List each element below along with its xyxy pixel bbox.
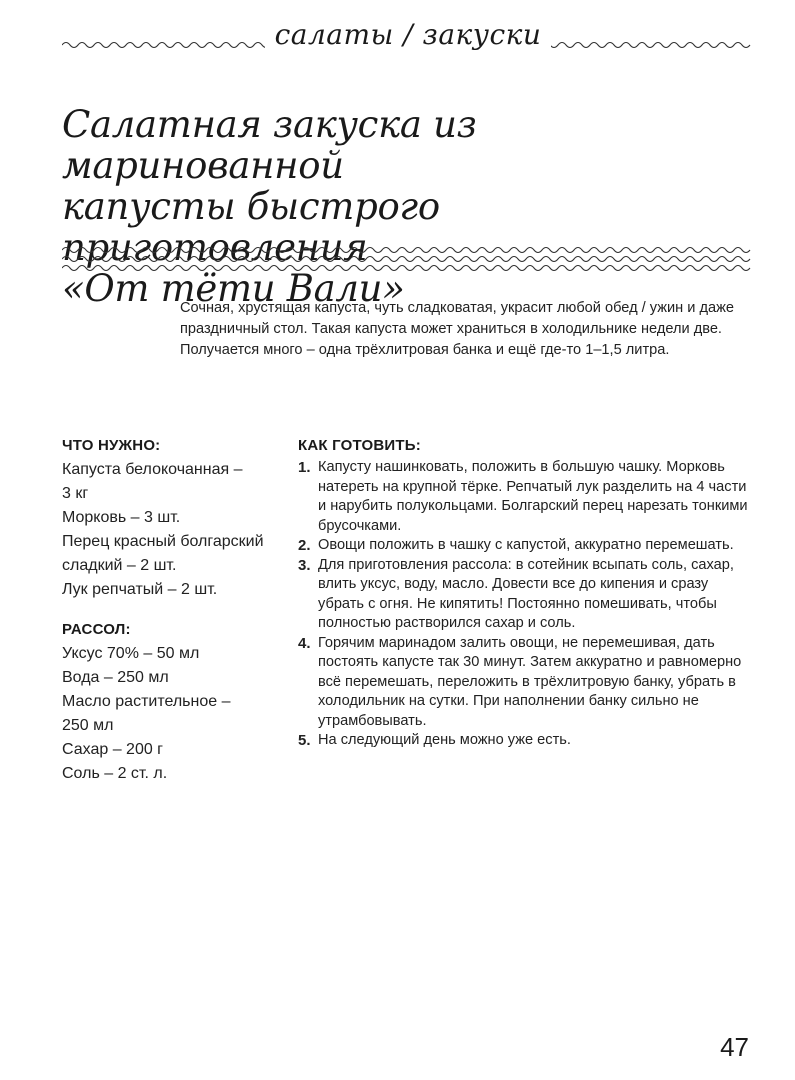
step-text: Горячим маринадом залить овощи, не перемешивая, дать постоять капусте так 30 минут. Затем аккуратно и равномерно всё перемешать, переложить в трёхлитровую банку, убрать в холодильник на сутки. При наполнении банку сильно не утрамбовывать. [318, 634, 742, 729]
list-item: 250 мл [62, 717, 114, 734]
list-item: 3 кг [62, 485, 89, 502]
list-item: Капуста белокочанная – [62, 461, 243, 478]
step-item [298, 634, 750, 732]
brine-heading: РАССОЛ: [62, 621, 131, 638]
step-number: 4. [298, 634, 311, 652]
brine-list [62, 642, 282, 786]
recipe-intro: Сочная, хрустящая капуста, чуть сладковатая, украсит любой обед / ужин и даже праздничный стол. Такая капуста может храниться в холодильнике недели две. Получается много – одна трёхлитровая банка и ещё где-то 1–1,5 литра. [180, 300, 734, 358]
list-item: Лук репчатый – 2 шт. [62, 581, 218, 598]
list-item: Соль – 2 ст. л. [62, 765, 168, 782]
page-number: 47 [720, 1032, 749, 1062]
step-number: 1. [298, 459, 311, 476]
recipe-title [62, 104, 752, 309]
instructions-heading: КАК ГОТОВИТЬ: [298, 437, 421, 454]
step-text: Для приготовления рассола: в сотейник всыпать соль, сахар, влить уксус, воду, масло. Довести все до кипения и сразу убрать с огня. Не кипятить! Постоянно помешивать, чтобы полностью растворился сахар и соль. [318, 556, 734, 631]
step-text: Капусту нашинковать, положить в большую чашку. Морковь натереть на крупной тёрке. Репчатый лук разделить на 4 части и нарубить полукольцами. Болгарский перец нарезать тонкими брусочками. [318, 459, 748, 534]
step-item [298, 536, 750, 556]
ingredients-column [62, 436, 282, 786]
step-text: На следующий день можно уже есть. [318, 732, 571, 748]
step-number: 2. [298, 537, 311, 554]
step-item [298, 556, 750, 634]
list-item: Перец красный болгарский [62, 533, 264, 550]
instructions-steps [298, 458, 750, 751]
section-title: салаты / закуски [62, 18, 754, 51]
step-number: 5. [298, 732, 311, 749]
ingredients-heading: ЧТО НУЖНО: [62, 437, 161, 454]
step-item [298, 731, 750, 751]
step-number: 3. [298, 556, 311, 574]
list-item: Сахар – 200 г [62, 741, 164, 758]
instructions-column [298, 436, 750, 751]
list-item: Уксус 70% – 50 мл [62, 645, 200, 662]
list-item: Вода – 250 мл [62, 669, 169, 686]
recipe-title-line-2: капусты быстрого приготовления [62, 185, 440, 269]
list-item: Масло растительное – [62, 693, 231, 710]
step-item [298, 458, 750, 536]
ingredients-list [62, 458, 282, 602]
recipe-title-line-3: «От тёти Вали» [62, 267, 405, 310]
title-wave-divider [62, 244, 754, 274]
list-item: сладкий – 2 шт. [62, 557, 177, 574]
section-header [62, 14, 754, 58]
step-text: Овощи положить в чашку с капустой, аккуратно перемешать. [318, 537, 734, 553]
recipe-title-line-1: Салатная закуска из маринованной [62, 103, 477, 187]
list-item: Морковь – 3 шт. [62, 509, 181, 526]
